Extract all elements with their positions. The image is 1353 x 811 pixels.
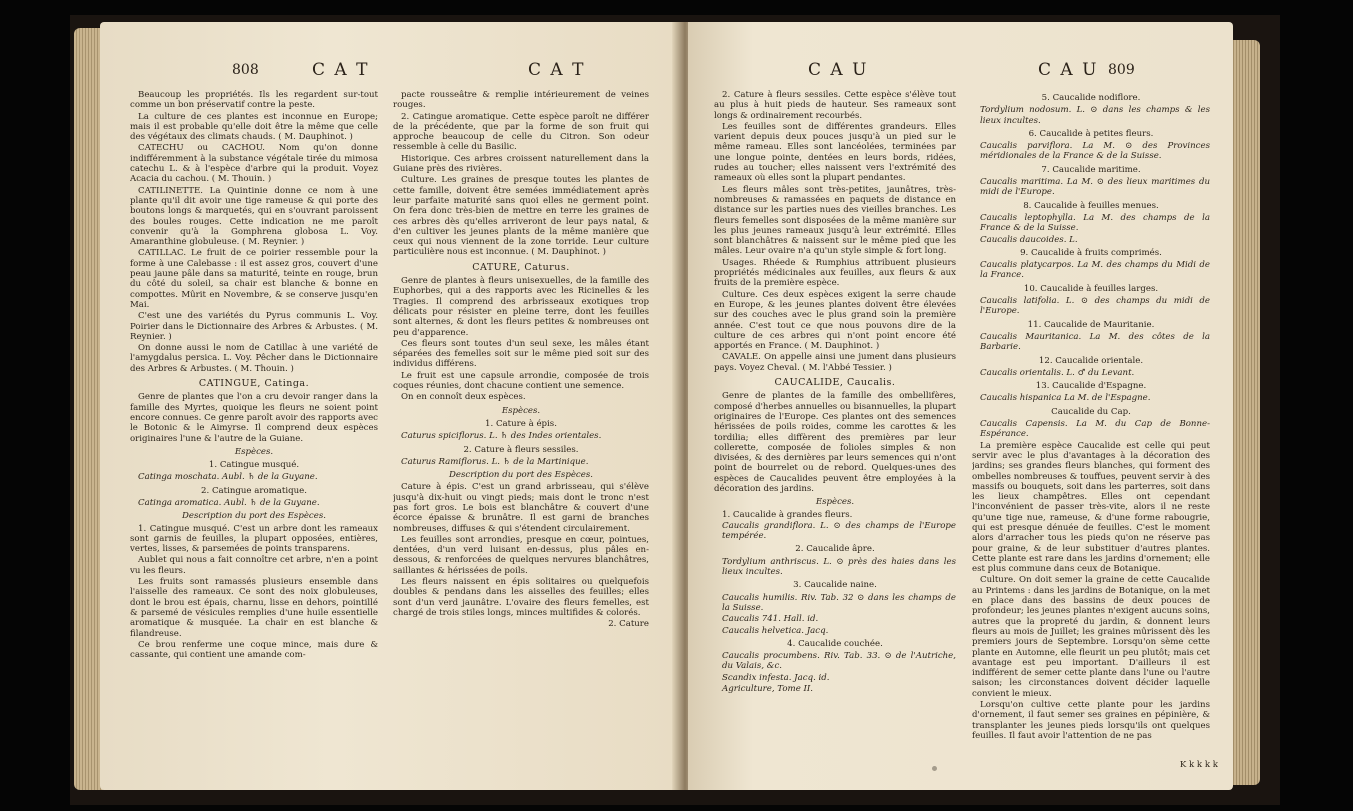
paragraph: Ce brou renferme une coque mince, mais dure & cassante, qui contient une amande com- [130,639,378,661]
page-hole-mark [932,766,937,771]
left-page [100,22,680,790]
species-line: 12. Caucalide orientale. [1038,355,1144,366]
paragraph: Genre de plantes de la famille des ombellifères, composé d'herbes annuelles ou bisannuelles, la plupart originaires de l'Europe. Ces plantes ont des semences hérissées de poils roides, comme les carottes & les tordilia; elles diffèrent des premières par leur collerette, composée de folioles simples & non divisées, & des dernières par leurs semences qui n'ont point de bourrelet ou de rebord. Quelques-unes des espèces de Caucalides peuvent être employées à la décoration des jardins. [714,391,956,494]
paragraph: Beaucoup les propriétés. Ils les regardent sur-tout comme un bon préservatif contre la peste. [130,90,378,111]
paragraph: Genre de plantes à fleurs unisexuelles, de la famille des Euphorbes, qui a des rapports avec les Ricinelles & les Tragies. Il comprend des arbrisseaux exotiques trop délicats pour résister en pleine terre, dont les feuilles sont alternes, & dont les fleurs petites & nombreuses ont peu d'apparence. [393,276,649,338]
species-line: 4. Caucalide couchée. [787,638,883,649]
running-head-right: C A U [808,60,869,80]
paragraph: Culture. On doit semer la graine de cette Caucalide au Printems : dans les jardins de Botanique, on la met en place dans des bassins de deux pouces de profondeur; les jeunes plantes n'exigent aucuns soins, autres que la propreté du jardin, & donnent leurs fleurs au mois de Juillet; les graines mûrissent dès les premiers jours de Septembre. Lorsqu'on sème cette plante en Automne, elle fleurit un peu plutôt; mais cet avantage est peu important. D'ailleurs il est indifférent de semer cette plante dans l'une ou l'autre saison; les circonstances doivent décider laquelle convient le mieux. [972,575,1210,699]
species-line: 10. Caucalide à feuilles larges. [1023,283,1159,294]
species-line: Caucalis humilis. Riv. Tab. 32 ⊙ dans les champs de la Suisse. [722,592,956,613]
species-line: Catinga aromatica. Aubl. ♄ de la Guyane. [138,497,320,508]
species-line: Tordylium anthriscus. L. ⊙ près des haies dans les lieux incultes. [722,556,956,578]
section-title: Espèces. [501,405,541,416]
paragraph: CATILLAC. Le fruit de ce poirier ressemble pour la forme à une Calebasse : il est assez gros, couvert d'une peau jaune pâle dans sa maturité, teinte en rouge, brun du côté du soleil, sa chair est blanche & bonne en compottes. Mûrit en Novembre, & se conserve jusqu'en Mai. [130,248,378,310]
folio-left: 808 [232,62,259,78]
species-line: Caucalis Capensis. La M. du Cap de Bonne-Espérance. [980,419,1210,440]
column-2 [393,90,649,780]
species-line: Caucalis Mauritanica. La M. des côtes de la Barbarie. [980,331,1210,353]
paragraph: C'est une des variétés du Pyrus communis L. Voy. Poirier dans le Dictionnaire des Arbres & Arbustes. ( M. Reynier. ) [130,311,378,342]
species-line: Caucalis platycarpos. La M. des champs du Midi de la France. [980,260,1210,281]
species-line: 1. Caucalide à grandes fleurs. [722,509,853,520]
paragraph: Le fruit est une capsule arrondie, composée de trois coques réunies, dont chacune contient une semence. [393,370,649,392]
paragraph: Genre de plantes que l'on a cru devoir ranger dans la famille des Myrtes, quoique les fleurs ne soient point encore connues. Ce genre paroît avoir des rapports avec le Botonic & le Aimyrse. Il comprend deux espèces originaires l'une & l'autre de la Guiane. [130,392,378,444]
species-line: 2. Cature à fleurs sessiles. [463,444,579,455]
paragraph: La première espèce Caucalide est celle qui peut servir avec le plus d'avantages à la décoration des jardins; ses grandes fleurs blanches, qui forment des ombelles nombreuses & touffues, peuvent servir à des massifs ou bouquets, soit dans les parterres, soit dans les lieux champêtres. Elles ont cependant l'inconvénient de passer très-vite, alors il ne reste qu'une tige nue, rameuse, & d'une forme rabougrie, qui est presque dénuée de feuilles. C'est le moment alors d'arracher tous les pieds qu'on ne réserve pas pour graine, & de leur substituer d'autres plantes. Cette plante est rare dans les jardins d'ornement; elle est plus commune dans ceux de Botanique. [972,440,1210,575]
volume-footer: Agriculture, Tome II. [722,684,814,695]
column-1 [130,90,378,780]
paragraph: On en connoît deux espèces. [401,392,526,403]
column-3 [714,90,956,780]
paragraph: Aublet qui nous a fait connoître cet arbre, n'en a point vu les fleurs. [130,555,378,576]
paragraph: Les fleurs mâles sont très-petites, jaunâtres, très-nombreuses & ramassées en paquets de distance en distance sur les parties nues des vieilles branches. Les fleurs femelles sont disposées de la même manière sur les plus jeunes rameaux jusqu'à leur extrémité. Elles sont blanchâtres & naissent sur le même pied que les mâles. Leur ovaire n'a qu'un style simple & fort long. [714,184,956,257]
paragraph: Les fruits sont ramassés plusieurs ensemble dans l'aisselle des rameaux. Ce sont des noix globuleuses, dont le brou est épais, charnu, lisse en dehors, pointillé & parsemé de vésicules remplies d'une huile essentielle aromatique & musquée. La chair en est blanche & filandreuse. [130,577,378,639]
species-line: Caucalis helvetica. Jacq. [722,625,829,636]
entry-heading: CAUCALIDE, Caucalis. [774,377,896,389]
species-line: 13. Caucalide d'Espagne. [1035,381,1147,392]
running-head-left: C A T [312,60,370,80]
species-line: 7. Caucalide maritime. [1041,164,1141,175]
species-line: Caucalis leptophylla. La M. des champs de la France & de la Suisse. [980,212,1210,234]
section-title: Description du port des Espèces. [182,511,326,522]
paragraph: pacte rousseâtre & remplie intérieurement de veines rouges. [393,90,649,111]
species-line: Caucalis parviflora. La M. ⊙ des Provinces méridionales de la France & de la Suisse. [980,141,1210,162]
paragraph: CATECHU ou CACHOU. Nom qu'on donne indifféremment à la substance végétale tirée du mimosa catechu L. & à l'espèce d'arbre qui la produit. Voyez Acacia du cachou. ( M. Thouin. ) [130,143,378,185]
species-line: 2. Catingue aromatique. [201,485,307,496]
paragraph: Culture. Ces deux espèces exigent la serre chaude en Europe, & les jeunes plantes doivent être élevées sur des couches avec le plus grand soin la première année. C'est tout ce que nous pouvons dire de la culture de ces arbres qui n'ont point encore été apportés en France. ( M. Dauphinot. ) [714,289,956,352]
entry-heading: CATINGUE, Catinga. [198,378,310,390]
paragraph: Les feuilles sont de différentes grandeurs. Elles varient depuis deux pouces jusqu'à un pied sur le même rameau. Elles sont lancéolées, terminées par une longue pointe, dentées en leurs bords, ridées, rudes au toucher; elles naissent vers l'extrémité des rameaux où elles sont la plupart pendantes. [714,121,956,184]
paragraph: 1. Catingue musqué. C'est un arbre dont les rameaux sont garnis de feuilles, la plupart opposées, entières, vertes, lisses, & parsemées de points transparens. [130,523,378,555]
paragraph: Lorsqu'on cultive cette plante pour les jardins d'ornement, il faut semer ses graines en pépinière, & transplanter les jeunes pieds lorsqu'ils ont quelques feuilles. Il faut avoir l'attention de ne pas [972,700,1210,741]
species-line: Caucalis hispanica La M. de l'Espagne. [980,393,1151,404]
folio-right: 809 [1108,62,1135,78]
paragraph: Cature à épis. C'est un grand arbrisseau, qui s'élève jusqu'à dix-huit ou vingt pieds; mais dont le tronc n'est pas fort gros. Le bois est blanchâtre & couvert d'une écorce épaisse & brunâtre. Il est garni de branches nombreuses, diffuses & qui s'étendent circulairement. [393,482,649,534]
signature-mark: K k k k k [1179,760,1218,770]
species-line: Catinga moschata. Aubl. ♄ de la Guyane. [138,472,318,483]
entry-heading: CATURE, Caturus. [472,261,570,273]
species-line: 1. Catingue musqué. [208,460,300,471]
species-line: 3. Caucalide naine. [793,580,877,591]
paragraph: Les feuilles sont arrondies, presque en cœur, pointues, dentées, d'un verd luisant en-dessus, plus pâles en-dessous, & renforcées de quelques nervures blanchâtres, saillantes & hérissées de poils. [393,534,649,576]
species-line: Caturus Ramiflorus. L. ♄ de la Martinique. [401,456,589,467]
species-line: 2. Caucalide âpre. [795,544,875,555]
paragraph: Usages. Rhéede & Rumphius attribuent plusieurs propriétés médicinales aux feuilles, aux fleurs & aux fruits de la première espèce. [714,257,956,289]
species-line: Caucalis maritima. La M. ⊙ des lieux maritimes du midi de l'Europe. [980,177,1210,198]
paragraph: CAVALE. On appelle ainsi une jument dans plusieurs pays. Voyez Cheval. ( M. l'Abbé Tessier. ) [714,352,956,373]
paragraph: 2. Catingue aromatique. Cette espèce paroît ne différer de la précédente, que par la forme de son fruit qui approche beaucoup de celle du Citron. Son odeur ressemble à celle du Basilic. [393,111,649,153]
running-head-right-2: C A U [1038,60,1099,80]
column-4 [972,90,1210,780]
species-line: Caucalis daucoides. L. [980,234,1078,245]
paragraph: On donne aussi le nom de Catillac à une variété de l'amygdalus persica. L. Voy. Pêcher dans le Dictionnaire des Arbres & Arbustes. ( M. Thouin. ) [130,343,378,374]
catchword: 2. Cature [608,619,649,630]
species-line: 11. Caucalide de Mauritanie. [1027,319,1155,330]
species-line: Caucalis 741. Hall. id. [722,614,819,625]
section-title: Espèces. [234,446,274,457]
species-line: Scandix infesta. Jacq. id. [722,672,830,683]
species-line: 5. Caucalide nodiflore. [1041,93,1141,103]
paragraph: 2. Cature à fleurs sessiles. Cette espèce s'élève tout au plus à huit pieds de hauteur. Ses rameaux sont longs & ordinairement recourbés. [714,90,956,121]
species-line: 9. Caucalide à fruits comprimés. [1020,247,1162,258]
paragraph: La culture de ces plantes est inconnue en Europe; mais il est probable qu'elle doit être la même que celle des végétaux des climats chauds. ( M. Dauphinot. ) [130,111,378,143]
paragraph: Les fleurs naissent en épis solitaires ou quelquefois doubles & pendans dans les aisselles des feuilles; elles sont d'un verd jaunâtre. L'ovaire des fleurs femelles, est chargé de trois stiles longs, minces multifides & colorés. [393,577,649,618]
species-line: 1. Cature à épis. [485,418,557,429]
species-line: Caucalis grandiflora. L. ⊙ des champs de l'Europe tempérée. [722,520,956,542]
species-line: Caucalis orientalis. L. ♂ du Levant. [980,367,1135,378]
paragraph: CATILINETTE. La Quintinie donne ce nom à une plante qu'il dit avoir une tige rameuse & qui porte des boutons longs & marquetés, qui en s'ouvrant paroissent des boules rouges. Cette indication ne me paroît convenir qu'à la Gomphrena globosa L. Voy. Amaranthine globuleuse. ( M. Reynier. ) [130,185,378,248]
species-line: Tordylium nodosum. L. ⊙ dans les champs & les lieux incultes. [980,105,1210,126]
section-title: Espèces. [815,497,855,508]
right-page [688,22,1233,790]
running-head-left-2: C A T [528,60,586,80]
paragraph: Culture. Les graines de presque toutes les plantes de cette famille, doivent être semées immédiatement après leur parfaite maturité sans quoi elles ne germent point. On fera donc très-bien de mettre en terre les graines de ces arbres dès qu'elles arriveront de leur pays natal, & d'en cultiver les jeunes plants de la même manière que ceux qui nous viennent de la zone torride. Leur culture particulière nous est inconnue. ( M. Dauphinot. ) [393,175,649,258]
species-line: 6. Caucalide à petites fleurs. [1028,128,1154,139]
paragraph: Ces fleurs sont toutes d'un seul sexe, les mâles étant séparées des femelles soit sur le même pied soit sur des individus différens. [393,338,649,370]
species-line: Caucalis latifolia. L. ⊙ des champs du midi de l'Europe. [980,296,1210,317]
species-line: Caucalis procumbens. Riv. Tab. 33. ⊙ de l'Autriche, du Valais, &c. [722,651,956,672]
paragraph: Historique. Ces arbres croissent naturellement dans la Guiane près des rivières. [393,153,649,175]
species-line: 8. Caucalide à feuilles menues. [1023,200,1159,211]
species-line: Caturus spiciflorus. L. ♄ des Indes orientales. [401,431,602,442]
section-title: Description du port des Espèces. [449,470,593,481]
species-line: Caucalide du Cap. [1051,406,1131,417]
